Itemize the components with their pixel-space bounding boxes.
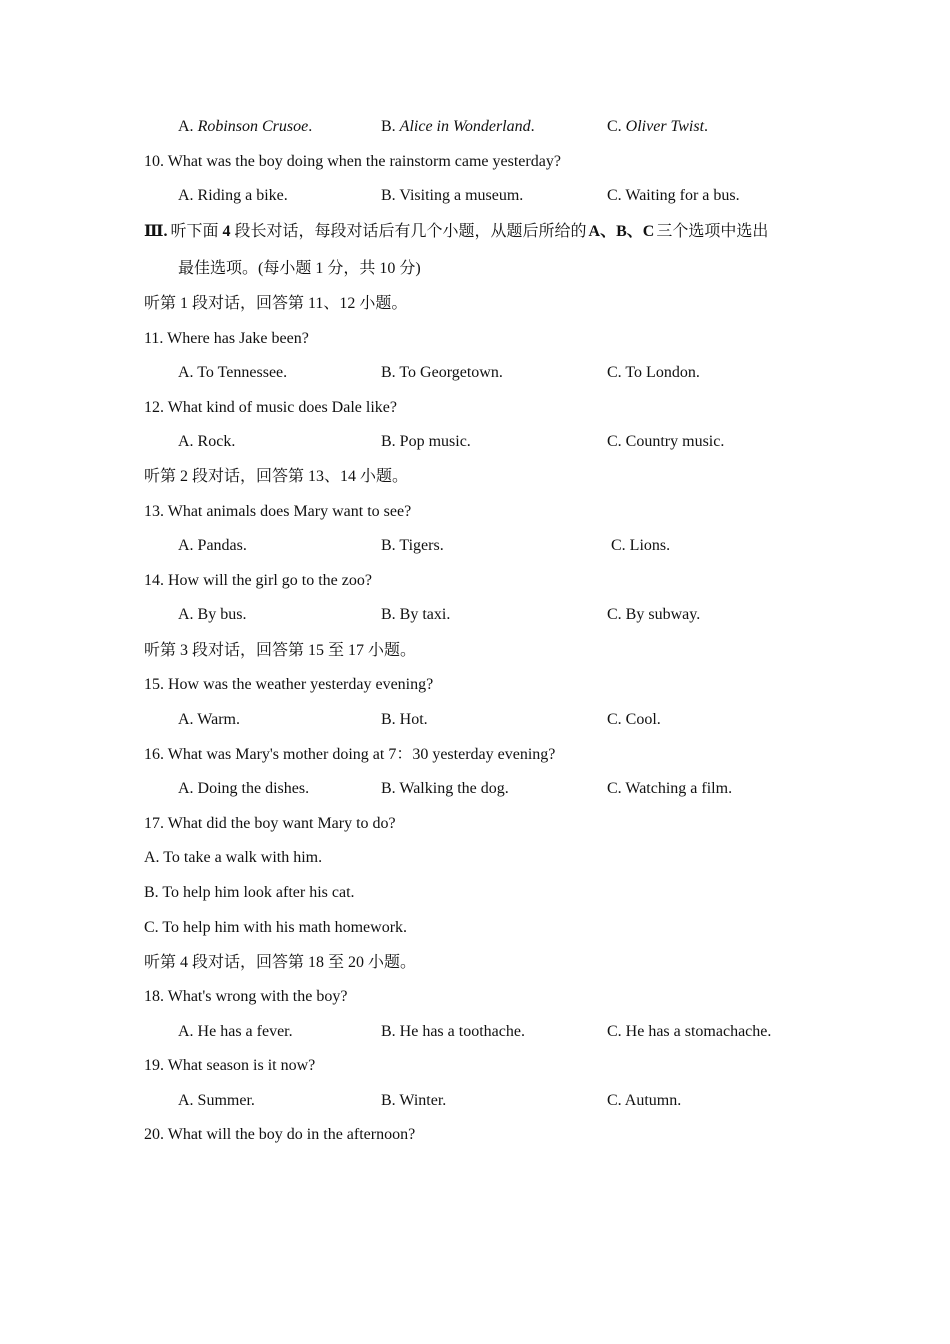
q19-option-b: B. Winter. <box>381 1092 447 1109</box>
q10-option-c: C. Waiting for a bus. <box>607 187 740 204</box>
q16-option-c: C. Watching a film. <box>607 780 733 797</box>
dialog1-heading: 听第 1 段对话，回答第 11、12 小题。 <box>144 295 408 312</box>
q15-option-a: A. Warm. <box>178 711 240 728</box>
section3-numeral: Ⅲ. <box>144 223 168 240</box>
q10-option-a: A. Riding a bike. <box>178 187 288 204</box>
q19-option-a: A. Summer. <box>178 1092 255 1109</box>
q17-question: 17. What did the boy want Mary to do? <box>144 815 396 832</box>
q15-question: 15. How was the weather yesterday evening? <box>144 676 434 693</box>
q18-question: 18. What's wrong with the boy? <box>144 988 348 1005</box>
q17-option-a: A. To take a walk with him. <box>144 849 323 866</box>
q18-option-c: C. He has a stomachache. <box>607 1023 772 1040</box>
q11-option-a: A. To Tennessee. <box>178 364 288 381</box>
q12-question: 12. What kind of music does Dale like? <box>144 399 397 416</box>
q14-option-a: A. By bus. <box>178 606 247 623</box>
q17-option-c: C. To help him with his math homework. <box>144 919 408 936</box>
section3-instruction-line2: 最佳选项。(每小题 1 分，共 10 分) <box>178 260 421 277</box>
dialog3-heading: 听第 3 段对话，回答第 15 至 17 小题。 <box>144 642 417 659</box>
q16-option-b: B. Walking the dog. <box>381 780 509 797</box>
q14-option-b: B. By taxi. <box>381 606 451 623</box>
q20-question: 20. What will the boy do in the afternoon? <box>144 1126 416 1143</box>
q18-option-a: A. He has a fever. <box>178 1023 293 1040</box>
q15-option-b: B. Hot. <box>381 711 428 728</box>
dialog2-heading: 听第 2 段对话，回答第 13、14 小题。 <box>144 468 409 485</box>
q14-option-c: C. By subway. <box>607 606 701 623</box>
section3-instruction-line1: Ⅲ. 听下面 4 段长对话，每段对话后有几个小题，从题后所给的 A、B、C 三个选项中选出 <box>144 223 769 240</box>
q12-option-b: B. Pop music. <box>381 433 471 450</box>
q18-option-b: B. He has a toothache. <box>381 1023 525 1040</box>
q10-option-b: B. Visiting a museum. <box>381 187 524 204</box>
q13-option-a: A. Pandas. <box>178 537 247 554</box>
q9-option-b: B. Alice in Wonderland. <box>381 118 535 135</box>
q11-option-c: C. To London. <box>607 364 700 381</box>
q17-option-b: B. To help him look after his cat. <box>144 884 355 901</box>
q11-question: 11. Where has Jake been? <box>144 330 309 347</box>
q14-question: 14. How will the girl go to the zoo? <box>144 572 372 589</box>
q13-option-b: B. Tigers. <box>381 537 444 554</box>
q9-option-c: C. Oliver Twist. <box>607 118 709 135</box>
q9-option-a: A. Robinson Crusoe. <box>178 118 313 135</box>
q15-option-c: C. Cool. <box>607 711 661 728</box>
q16-question: 16. What was Mary's mother doing at 7：30 yesterday evening? <box>144 746 556 763</box>
q11-option-b: B. To Georgetown. <box>381 364 503 381</box>
q19-question: 19. What season is it now? <box>144 1057 316 1074</box>
q19-option-c: C. Autumn. <box>607 1092 682 1109</box>
q13-option-c: C. Lions. <box>611 537 671 554</box>
q10-question: 10. What was the boy doing when the rainstorm came yesterday? <box>144 153 561 170</box>
q16-option-a: A. Doing the dishes. <box>178 780 310 797</box>
q12-option-a: A. Rock. <box>178 433 236 450</box>
dialog4-heading: 听第 4 段对话，回答第 18 至 20 小题。 <box>144 954 417 971</box>
q13-question: 13. What animals does Mary want to see? <box>144 503 412 520</box>
q12-option-c: C. Country music. <box>607 433 725 450</box>
